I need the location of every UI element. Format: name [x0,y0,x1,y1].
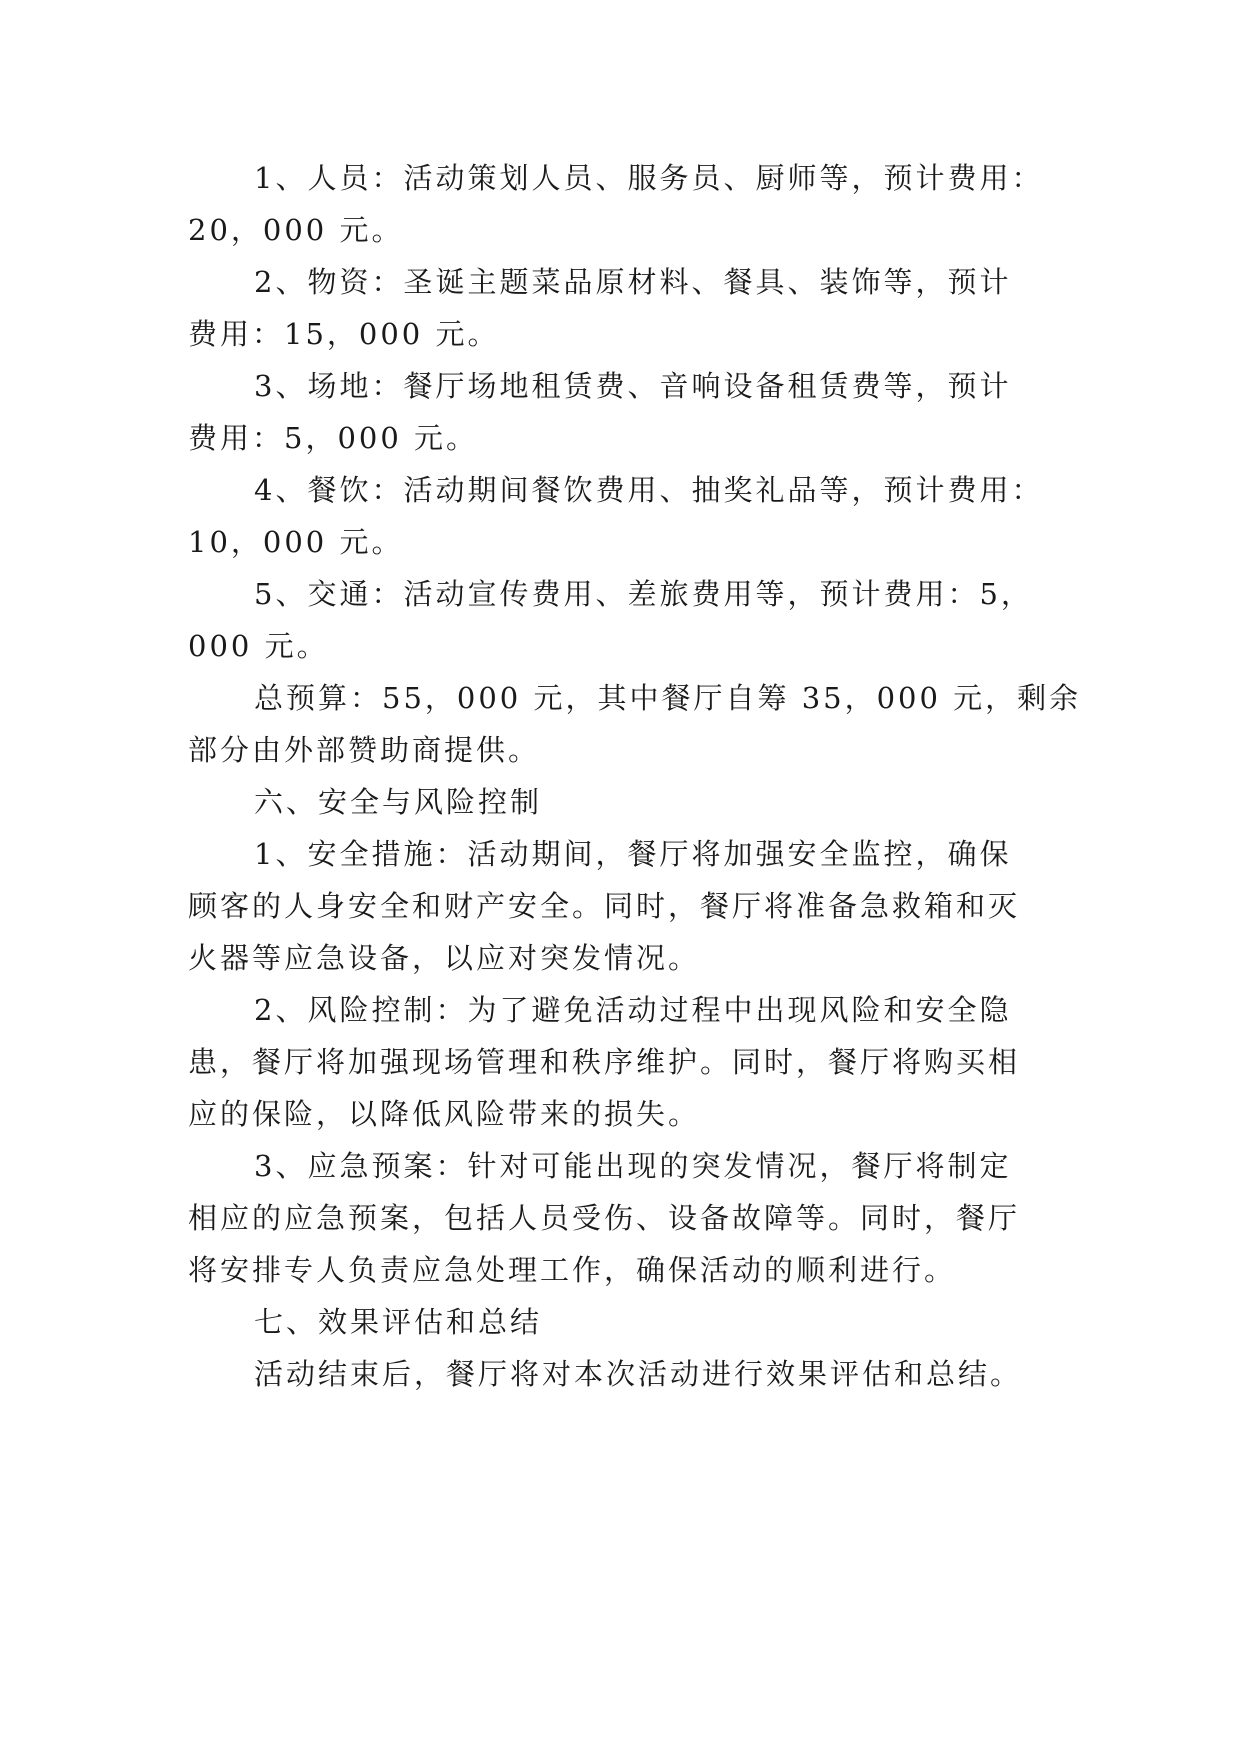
budget-item-catering: 4、餐饮：活动期间餐饮费用、抽奖礼品等，预计费用： [254,473,1044,507]
safety-measures-cont-2: 火器等应急设备，以应对突发情况。 [188,941,701,975]
emergency-plan-cont-2: 将安排专人负责应急处理工作，确保活动的顺利进行。 [188,1253,957,1287]
budget-item-materials-cont: 费用：15，000 元。 [188,317,500,351]
total-budget: 总预算：55，000 元，其中餐厅自筹 35，000 元，剩余 [254,681,1082,715]
total-budget-cont: 部分由外部赞助商提供。 [188,733,541,767]
safety-measures: 1、安全措施：活动期间，餐厅将加强安全监控，确保 [254,837,1012,871]
budget-item-venue-cont: 费用：5，000 元。 [188,421,479,455]
section-heading-safety: 六、安全与风险控制 [254,785,543,819]
budget-item-materials: 2、物资：圣诞主题菜品原材料、餐具、装饰等，预计 [254,265,1012,299]
budget-item-catering-cont: 10，000 元。 [188,525,404,559]
emergency-plan: 3、应急预案：针对可能出现的突发情况，餐厅将制定 [254,1149,1012,1183]
risk-control: 2、风险控制：为了避免活动过程中出现风险和安全隐 [254,993,1012,1027]
budget-item-personnel: 1、人员：活动策划人员、服务员、厨师等，预计费用： [254,161,1044,195]
emergency-plan-cont-1: 相应的应急预案，包括人员受伤、设备故障等。同时，餐厅 [188,1201,1021,1235]
budget-item-venue: 3、场地：餐厅场地租赁费、音响设备租赁费等，预计 [254,369,1012,403]
risk-control-cont-1: 患，餐厅将加强现场管理和秩序维护。同时，餐厅将购买相 [188,1045,1021,1079]
risk-control-cont-2: 应的保险，以降低风险带来的损失。 [188,1097,701,1131]
safety-measures-cont-1: 顾客的人身安全和财产安全。同时，餐厅将准备急救箱和灭 [188,889,1021,923]
budget-item-transport-cont: 000 元。 [188,629,329,663]
section-heading-evaluation: 七、效果评估和总结 [254,1305,543,1339]
budget-item-personnel-cont: 20，000 元。 [188,213,404,247]
budget-item-transport: 5、交通：活动宣传费用、差旅费用等，预计费用：5， [254,577,1033,611]
evaluation-paragraph: 活动结束后，餐厅将对本次活动进行效果评估和总结。 [254,1357,1023,1391]
